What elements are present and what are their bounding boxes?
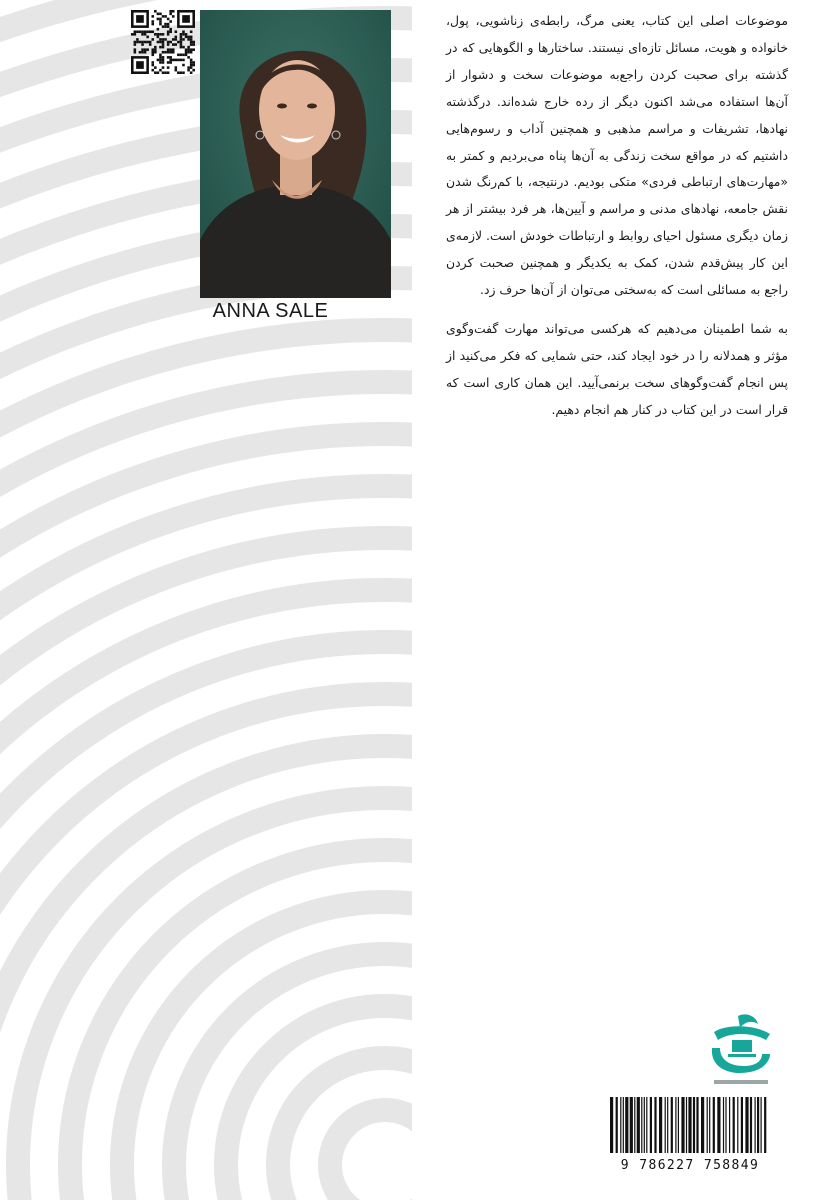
blurb-paragraph-1: موضوعات اصلی این کتاب، یعنی مرگ، رابطه‌ی زناشویی، پول، خانواده و هویت، مسائل تازه‌ای نیستند. ساختارها و الگوهایی که در گذشته برای صحبت کردن راجع‌به موضوعات سخت و دشوار از آن‌ها استفاده می‌شد اکنون دیگر از رده خارج شده‌اند. درگذشته نهادها، تشریفات و مراسم مذهبی و همچنین آداب و رسوم‌هایی داشتیم که در مواقع سخت زندگی به آن‌ها پناه می‌بردیم و کمتر به «مهارت‌های ارتباطی فردی» متکی بودیم. درنتیجه، با کم‌رنگ شدن نقش جامعه، نهادهای مدنی و مراسم و آیین‌ها، هر فرد بیشتر از هر زمان دیگری مسئول احیای روابط و ارتباطات خودش است. لازمه‌ی این کار پیش‌قدم شدن، کمک به یکدیگر و همچنین صحبت کردن راجع به مسائلی است که به‌سختی می‌توان از آن‌ها حرف زد.	[446, 13, 788, 298]
barcode	[608, 1097, 770, 1153]
isbn-number: 9 786227 758849	[620, 1158, 760, 1173]
blurb-paragraph-2: به شما اطمینان می‌دهیم که هرکسی می‌تواند مهارت گفت‌وگوی مؤثر و همدلانه را در خود ایجاد کند، حتی شمایی که فکر می‌کنید از پس انجام گفت‌وگوهای سخت برنمی‌آیید. این همان کاری است که قرار است در این کتاب در کنار هم انجام دهیم.	[446, 320, 788, 417]
publisher-logo-icon	[706, 1010, 776, 1088]
author-photo	[200, 10, 391, 298]
qr-code	[131, 10, 195, 74]
back-cover-blurb	[446, 8, 788, 424]
author-name: ANNA SALE	[212, 300, 329, 322]
